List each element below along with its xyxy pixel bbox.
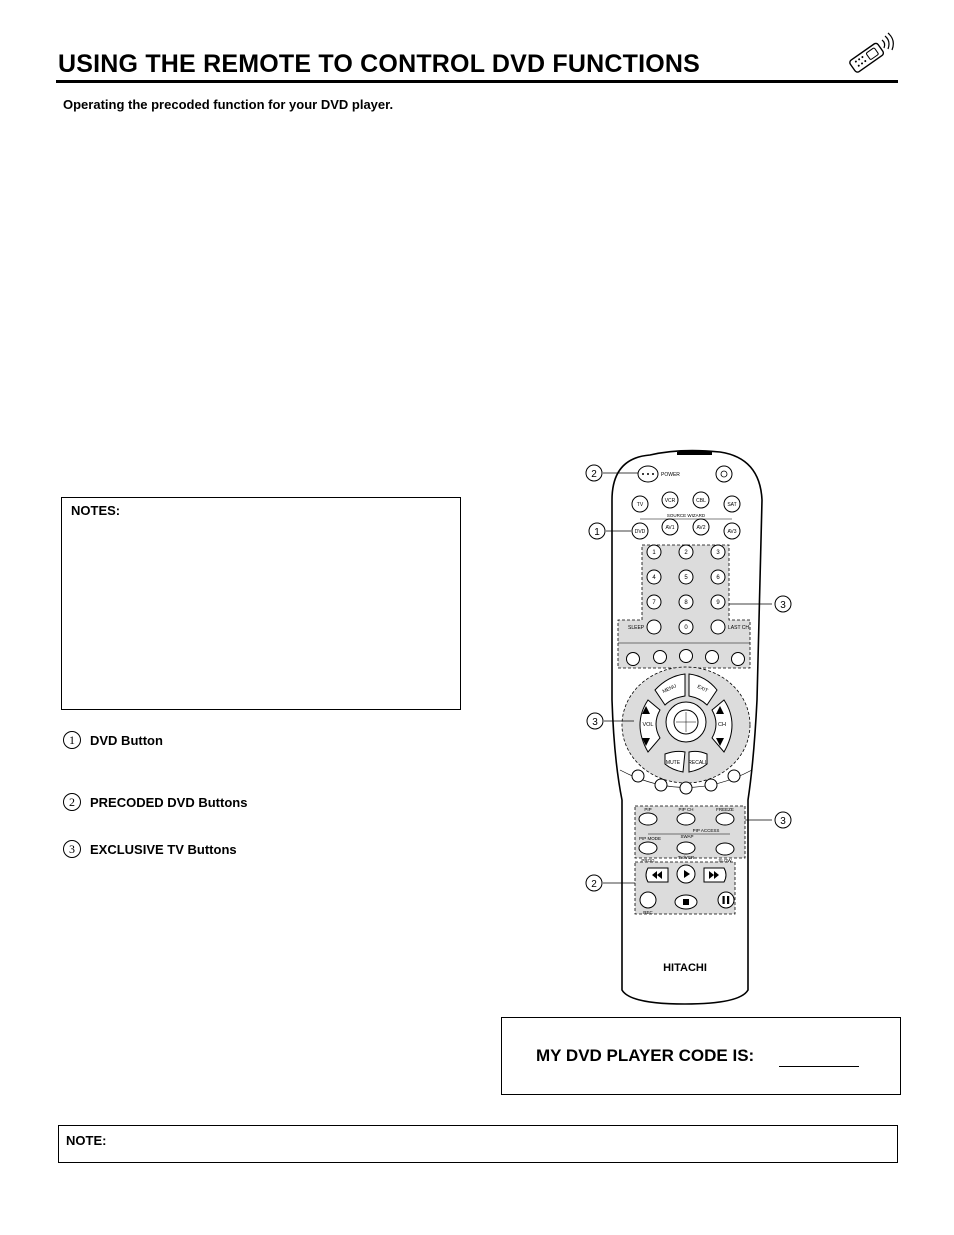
dvd-code-blank-line — [779, 1066, 859, 1067]
source-wizard-label: SOURCE WIZARD — [666, 513, 706, 518]
tv-label: TV — [636, 502, 644, 508]
digit-label: 5 — [684, 575, 688, 581]
digit-label: 7 — [652, 600, 656, 606]
legend-item-exclusive-tv-buttons — [63, 838, 237, 860]
legend-text: EXCLUSIVE TV Buttons — [90, 841, 237, 857]
slow-label: SLOW — [718, 858, 732, 863]
dvd-label: DVD — [634, 529, 646, 535]
aux-button-2[interactable] — [654, 651, 667, 664]
pause-button[interactable] — [718, 892, 734, 908]
callout-number: 3 — [780, 600, 786, 611]
vol-label: VOL — [642, 722, 654, 728]
sleep-button[interactable] — [647, 620, 661, 634]
note-box — [58, 1125, 898, 1163]
swap-label: SWAP — [680, 834, 694, 839]
digit-label: 0 — [684, 625, 688, 631]
exit-label: EXIT — [696, 684, 709, 695]
legend-text: PRECODED DVD Buttons — [90, 794, 248, 810]
arc-button-2[interactable] — [655, 779, 667, 791]
pip-mode-label: PIP MODE — [639, 836, 661, 841]
recall-label: RECALL — [688, 760, 708, 766]
slow-button[interactable] — [716, 843, 734, 855]
notes-box — [61, 497, 461, 710]
section-subtitle: Operating the precoded function for your DVD player. — [63, 97, 394, 112]
digit-label: 3 — [716, 550, 720, 556]
callout-number: 3 — [780, 816, 786, 827]
vcr-label: VCR — [664, 498, 676, 504]
brand-logo: HITACHI — [663, 962, 707, 974]
page-title: USING THE REMOTE TO CONTROL DVD FUNCTIONS — [58, 50, 701, 78]
mute-label: MUTE — [665, 760, 681, 766]
last-ch-label: LAST CH — [728, 625, 750, 631]
pip-button[interactable] — [639, 813, 657, 825]
power-label: POWER — [661, 472, 680, 478]
remote-control-illustration — [560, 440, 800, 1010]
pip-ch-button[interactable] — [677, 813, 695, 825]
note-label: NOTE: — [66, 1133, 107, 1148]
rec-label: REC — [643, 910, 653, 915]
digit-label: 9 — [716, 600, 720, 606]
stop-icon — [683, 899, 689, 905]
freeze-button[interactable] — [716, 813, 734, 825]
pip-ch-label: PIP CH — [678, 807, 694, 812]
pip-access-label: PIP ACCESS — [692, 828, 720, 833]
legend-item-precoded-dvd-buttons — [63, 791, 247, 813]
last-ch-button[interactable] — [711, 620, 725, 634]
legend-number: 2 — [63, 793, 81, 811]
legend-number: 3 — [63, 840, 81, 858]
callout-number: 2 — [591, 469, 597, 480]
pause-icon — [723, 896, 725, 904]
tv-vcr-label: TV/VCR — [677, 855, 695, 860]
aux-button-3[interactable] — [680, 650, 693, 663]
legend-number: 1 — [63, 731, 81, 749]
digit-label: 6 — [716, 575, 720, 581]
sat-label: SAT — [727, 502, 737, 508]
title-rule — [56, 80, 898, 83]
digit-label: 4 — [652, 575, 656, 581]
av1-label: AV1 — [665, 525, 675, 531]
digit-label: 1 — [652, 550, 656, 556]
ch-label: CH — [718, 722, 726, 728]
swap-button[interactable] — [677, 842, 695, 854]
arc-button-3[interactable] — [680, 782, 692, 794]
digit-label: 2 — [684, 550, 688, 556]
arc-button-1[interactable] — [632, 770, 644, 782]
callout-number: 2 — [591, 879, 597, 890]
light-button[interactable] — [716, 466, 732, 482]
dvd-code-label: MY DVD PLAYER CODE IS: — [536, 1046, 755, 1065]
callout-number: 3 — [592, 717, 598, 728]
av2-label: AV2 — [696, 525, 706, 531]
av3-label: AV3 — [727, 529, 737, 535]
menu-label: MENU — [661, 683, 678, 695]
remote-control-icon — [842, 30, 894, 78]
arc-button-5[interactable] — [728, 770, 740, 782]
pip-mode-button[interactable] — [639, 842, 657, 854]
aux-button-4[interactable] — [706, 651, 719, 664]
rec-button[interactable] — [640, 892, 656, 908]
legend-text: DVD Button — [90, 732, 163, 748]
callout-number: 1 — [594, 527, 600, 538]
sleep-label: SLEEP — [628, 625, 645, 631]
notes-label: NOTES: — [71, 503, 121, 518]
prog-label: PROG — [641, 858, 655, 863]
digit-label: 8 — [684, 600, 688, 606]
freeze-label: FREEZE — [716, 807, 734, 812]
arc-button-4[interactable] — [705, 779, 717, 791]
pip-label: PIP — [644, 807, 652, 812]
cbl-label: CBL — [696, 498, 706, 504]
legend-item-dvd-button — [63, 729, 163, 751]
aux-button-1[interactable] — [627, 653, 640, 666]
aux-button-5[interactable] — [732, 653, 745, 666]
